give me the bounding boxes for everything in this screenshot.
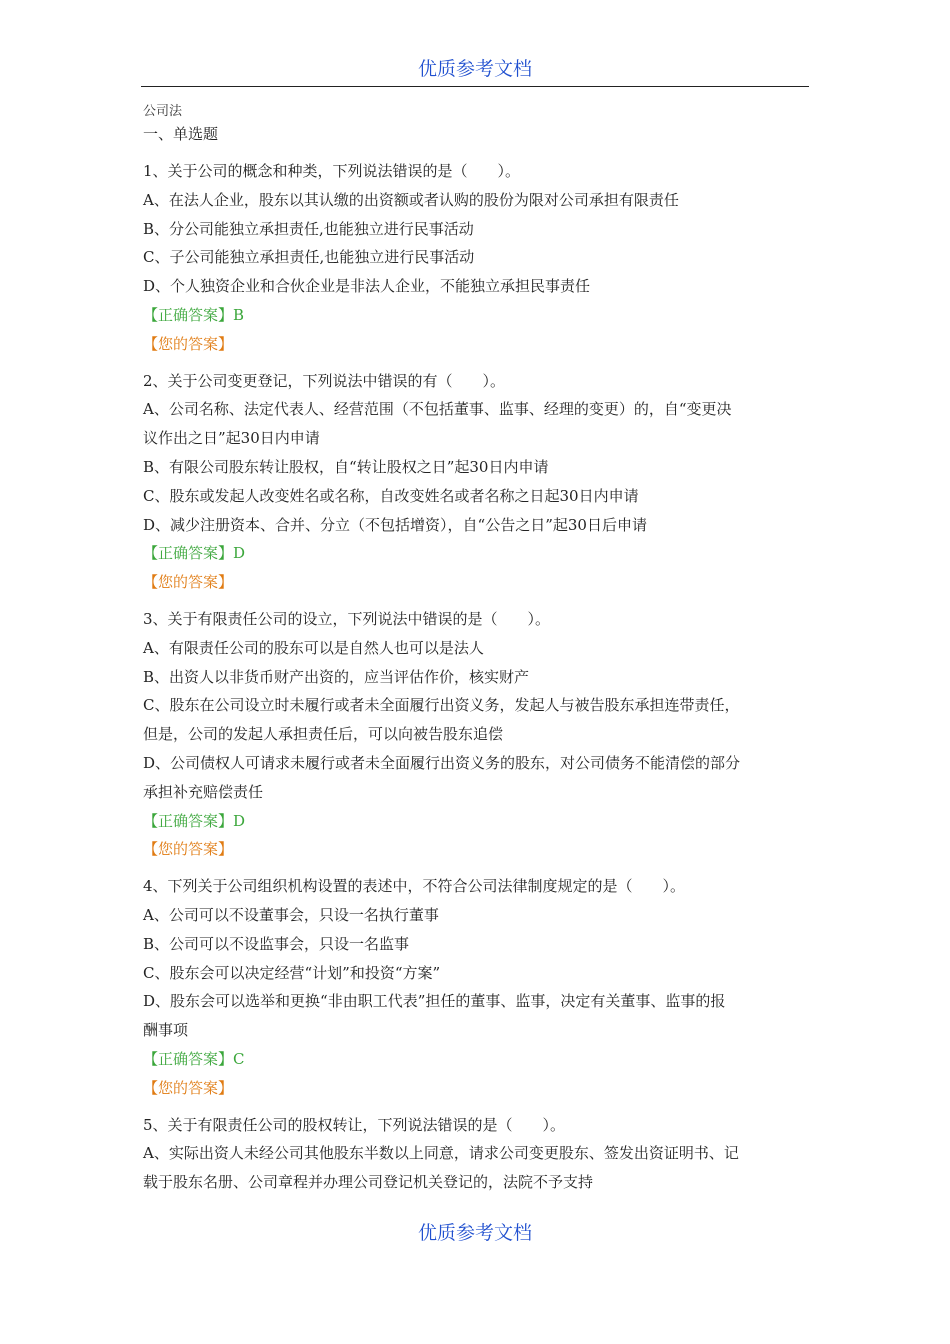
document-body <box>143 101 811 1197</box>
correct-answer: 【正确答案】B <box>143 305 245 324</box>
question-option-line: 载于股东名册、公司章程并办理公司登记机关登记的，法院不予支持 <box>143 1173 594 1192</box>
question-option-line: 议作出之日”起30日内申请 <box>143 429 320 448</box>
question-option-line: B、有限公司股东转让股权，自“转让股权之日”起30日内申请 <box>143 457 549 476</box>
question-option-line: 但是，公司的发起人承担责任后，可以向被告股东追偿 <box>143 725 504 744</box>
correct-answer: 【正确答案】D <box>143 544 246 563</box>
question-option-line: C、股东或发起人改变姓名或名称，自改变姓名或者名称之日起30日内申请 <box>143 486 639 505</box>
question-stem: 5、关于有限责任公司的股权转让，下列说法错误的是（ ）。 <box>143 1115 566 1134</box>
question-stem: 3、关于有限责任公司的设立，下列说法中错误的是（ ）。 <box>143 609 551 628</box>
your-answer: 【您的答案】 <box>143 334 234 353</box>
question-block <box>143 1111 811 1197</box>
question-option-line: D、减少注册资本、合并、分立（不包括增资），自“公告之日”起30日后申请 <box>143 515 647 534</box>
question-stem: 4、下列关于公司组织机构设置的表述中，不符合公司法律制度规定的是（ ）。 <box>143 877 686 896</box>
question-option-line: D、公司债权人可请求未履行或者未全面履行出资义务的股东，对公司债务不能清偿的部分 <box>143 753 741 772</box>
your-answer: 【您的答案】 <box>143 1078 234 1097</box>
your-answer: 【您的答案】 <box>143 573 234 592</box>
question-block <box>143 157 811 359</box>
question-option-line: C、股东在公司设立时未履行或者未全面履行出资义务，发起人与被告股东承担连带责任， <box>143 696 740 715</box>
section-heading: 一、单选题 <box>143 125 219 143</box>
question-option-line: A、公司名称、法定代表人、经营范围（不包括董事、监事、经理的变更）的，自“变更决 <box>143 400 732 419</box>
question-option-line: B、出资人以非货币财产出资的，应当评估作价，核实财产 <box>143 667 530 686</box>
question-option-line: A、有限责任公司的股东可以是自然人也可以是法人 <box>143 638 484 657</box>
document-title: 公司法 <box>143 104 183 119</box>
header-divider <box>141 86 809 87</box>
question-option-line: B、公司可以不设监事会，只设一名监事 <box>143 934 410 953</box>
question-option-line: A、公司可以不设董事会，只设一名执行董事 <box>143 905 439 924</box>
question-option-line: B、分公司能独立承担责任,也能独立进行民事活动 <box>143 219 474 238</box>
page-header-title: 优质参考文档 <box>417 58 532 80</box>
question-option-line: 承担补充赔偿责任 <box>143 782 264 801</box>
question-block <box>143 605 811 864</box>
question-stem: 1、关于公司的概念和种类，下列说法错误的是（ ）。 <box>143 162 521 180</box>
question-option-line: 酬事项 <box>143 1021 189 1040</box>
your-answer: 【您的答案】 <box>143 840 234 859</box>
question-option-line: C、子公司能独立承担责任,也能独立进行民事活动 <box>143 248 475 267</box>
question-option-line: D、股东会可以选举和更换“非由职工代表”担任的董事、监事，决定有关董事、监事的报 <box>143 992 726 1011</box>
question-option-line: A、实际出资人未经公司其他股东半数以上同意，请求公司变更股东、签发出资证明书、记 <box>143 1144 739 1163</box>
correct-answer: 【正确答案】D <box>143 811 246 830</box>
question-option-line: C、股东会可以决定经营“计划”和投资“方案” <box>143 963 441 982</box>
question-block <box>143 872 811 1102</box>
question-option-line: D、个人独资企业和合伙企业是非法人企业，不能独立承担民事责任 <box>143 277 591 296</box>
question-list <box>143 157 811 1197</box>
page-footer-title: 优质参考文档 <box>417 1222 532 1244</box>
correct-answer: 【正确答案】C <box>143 1049 245 1068</box>
question-option-line: A、在法人企业，股东以其认缴的出资额或者认购的股份为限对公司承担有限责任 <box>143 190 679 209</box>
question-stem: 2、关于公司变更登记，下列说法中错误的有（ ）。 <box>143 371 506 390</box>
question-block <box>143 367 811 597</box>
